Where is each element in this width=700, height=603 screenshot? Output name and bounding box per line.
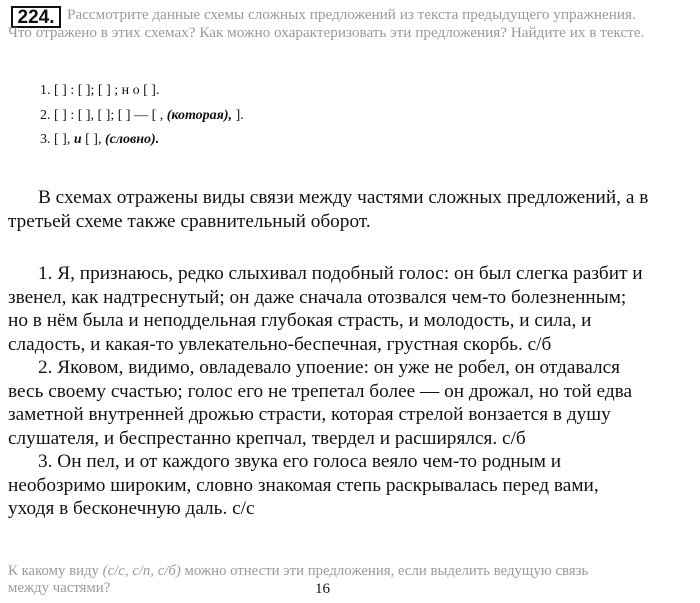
task-instruction-line2: Что отражено в этих схемах? Как можно охарактеризовать эти предложения? Найдите их в тексте. xyxy=(8,24,645,41)
sentence-schemes xyxy=(40,79,244,153)
sentence-line: звенел, как надтреснутый; он даже сначала отозвался чем-то болезненным; xyxy=(8,287,627,308)
footer-question-line2: между частями? xyxy=(8,580,111,596)
answer-line2: третьей схеме также сравнительный оборот. xyxy=(8,211,371,232)
task-instruction-line1: Рассмотрите данные схемы сложных предложений из текста предыдущего упражнения. xyxy=(67,6,636,23)
sentence-line: заметной внутренней дрожью страсти, которая стрелой вонзается в душу xyxy=(8,404,611,425)
scheme-2-end: ]. xyxy=(232,107,244,123)
scheme-2-text: 2. [ ] : [ ], [ ]; [ ] — [ , xyxy=(40,107,167,123)
scheme-2-bold: (которая), xyxy=(166,107,233,123)
sentence-line: но в нём была и неподдельная глубокая страсть, и молодость, и сила, и xyxy=(8,310,592,331)
scheme-3-bold: (словно). xyxy=(104,132,160,147)
footer-question-italic: (с/с, с/п, с/б) xyxy=(102,563,181,579)
answer-line1: В схемах отражены виды связи между частями сложных предложений, а в xyxy=(38,187,649,208)
scheme-2 xyxy=(40,104,244,129)
task-number: 224. xyxy=(11,6,61,28)
sentence-line: 1. Я, признаюсь, редко слыхивал подобный голос: он был слегка разбит и xyxy=(38,263,643,284)
sentence-line: уходя в бесконечную даль. с/с xyxy=(8,498,255,519)
footer-question-start: К какому виду xyxy=(8,563,103,579)
scheme-1-text: 1. [ ] : [ ]; [ ] ; н о [ ]. xyxy=(40,83,160,98)
sentence-line: 3. Он пел, и от каждого звука его голоса веяло чем-то родным и xyxy=(38,451,562,472)
sentence-line: весь своему счастью; голос его не трепетал более — он дрожал, но той едва xyxy=(8,381,633,402)
scheme-1 xyxy=(40,79,244,104)
footer-question xyxy=(8,563,698,597)
page-number: 16 xyxy=(315,581,330,597)
sentence-line: слушателя, и беспрестанно крепчал, твердел и расширялся. с/б xyxy=(8,428,526,449)
scheme-3-text: 3. [ ], xyxy=(40,132,74,147)
footer-question-end: можно отнести эти предложения, если выделить ведущую связь xyxy=(180,563,589,579)
sentence-line: 2. Яковом, видимо, овладевало упоение: он уже не робел, он отдавался xyxy=(38,357,621,378)
sentence-line: необозримо широким, словно знакомая степь раскрывалась перед вами, xyxy=(8,475,599,496)
scheme-3-conj: и xyxy=(73,132,82,147)
sentence-line: сладость, и какая-то увлекательно-беспечная, грустная скорбь. с/б xyxy=(8,334,552,355)
scheme-3 xyxy=(40,128,244,153)
scheme-3-mid: [ ], xyxy=(81,132,105,147)
